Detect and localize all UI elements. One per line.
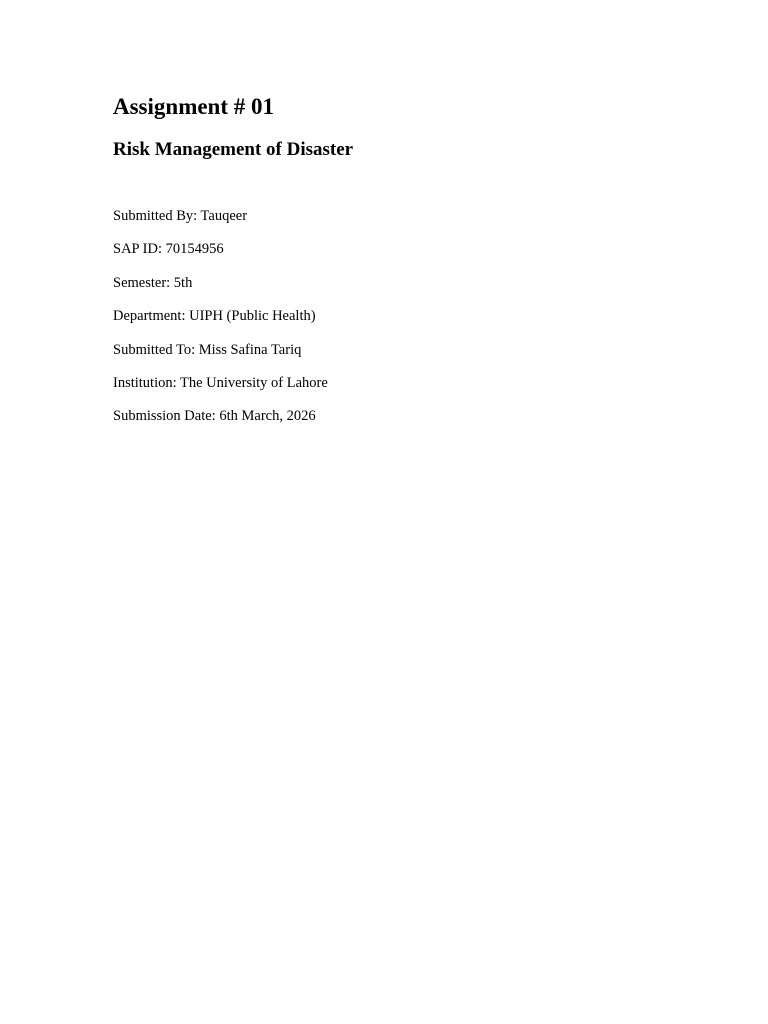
department-line: Department: UIPH (Public Health) [113, 308, 316, 325]
submitted-by-line: Submitted By: Tauqeer [113, 208, 248, 224]
assignment-title: Assignment # 01 [113, 94, 275, 119]
title-page-content [113, 92, 673, 440]
sap-id-line: SAP ID: 70154956 [113, 241, 224, 258]
submission-details [113, 206, 673, 426]
institution-line: Institution: The University of Lahore [113, 374, 328, 391]
submission-date-line: Submission Date: 6th March, 2026 [113, 408, 316, 425]
submitted-to-line: Submitted To: Miss Safina Tariq [113, 341, 302, 358]
assignment-subtitle: Risk Management of Disaster [113, 139, 354, 160]
semester-line: Semester: 5th [113, 274, 193, 291]
